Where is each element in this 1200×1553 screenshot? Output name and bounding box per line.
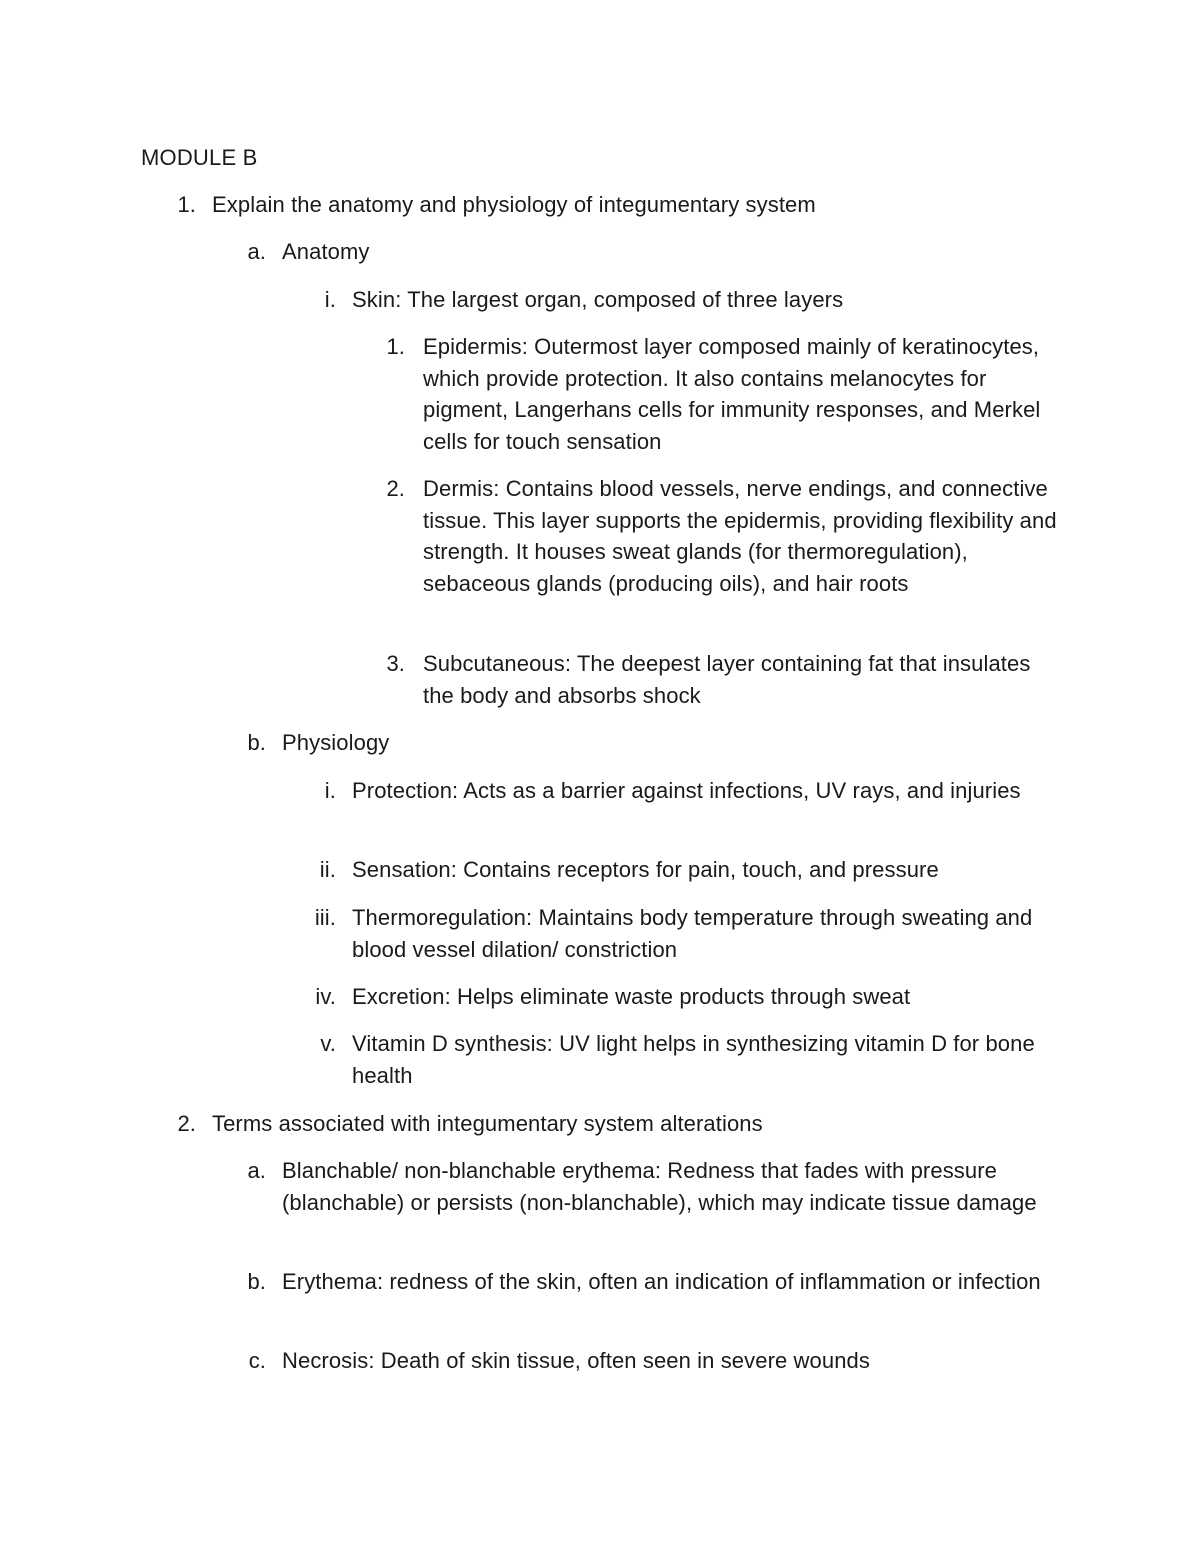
- list-marker: v.: [320, 1031, 336, 1056]
- list-item-thermoregulation: [314, 902, 1072, 965]
- list-marker: iii.: [314, 905, 336, 930]
- list-marker: a.: [247, 1158, 266, 1183]
- list-item-vitamin-d: [320, 1028, 1072, 1091]
- list-marker: 3.: [386, 651, 405, 676]
- list-item-text: Explain the anatomy and physiology of integumentary system: [212, 192, 816, 217]
- list-item-epidermis: [386, 331, 1063, 457]
- list-item-text: Protection: Acts as a barrier against infections, UV rays, and injuries: [352, 778, 1021, 803]
- list-item-anatomy: [247, 236, 1082, 268]
- list-marker: i.: [324, 287, 336, 312]
- list-item-subcutaneous: [386, 648, 1063, 711]
- list-marker: 1.: [386, 334, 405, 359]
- list-item-text: Excretion: Helps eliminate waste products through sweat: [352, 984, 911, 1009]
- list-marker: iv.: [315, 984, 336, 1009]
- list-item-physiology: [247, 727, 1082, 759]
- list-item-text: Subcutaneous: The deepest layer containing fat that insulates the body and absorbs shock: [423, 651, 1031, 708]
- list-item-text: Erythema: redness of the skin, often an indication of inflammation or infection: [282, 1269, 1041, 1294]
- list-marker: b.: [247, 730, 266, 755]
- list-item-section-1: [177, 189, 1072, 221]
- list-item-text: Physiology: [282, 730, 390, 755]
- list-item-erythema: [247, 1266, 1082, 1298]
- list-item-text: Blanchable/ non-blanchable erythema: Redness that fades with pressure (blanchable) or persists (non-blanchable), which may indicate tissue damage: [282, 1158, 1037, 1215]
- list-item-excretion: [315, 981, 1072, 1013]
- list-item-text: Terms associated with integumentary system alterations: [212, 1111, 763, 1136]
- list-marker: c.: [248, 1348, 266, 1373]
- list-item-text: Thermoregulation: Maintains body temperature through sweating and blood vessel dilation/ constriction: [352, 905, 1033, 962]
- list-marker: 2.: [177, 1111, 196, 1136]
- list-item-text: Necrosis: Death of skin tissue, often seen in severe wounds: [282, 1348, 870, 1373]
- list-marker: i.: [324, 778, 336, 803]
- list-item-blanchable-erythema: [247, 1155, 1082, 1218]
- list-item-section-2: [177, 1108, 1072, 1140]
- list-item-sensation: [319, 854, 1072, 886]
- list-item-necrosis: [248, 1345, 1082, 1377]
- list-marker: 1.: [177, 192, 196, 217]
- list-marker: b.: [247, 1269, 266, 1294]
- list-item-text: Skin: The largest organ, composed of three layers: [352, 287, 844, 312]
- list-marker: a.: [247, 239, 266, 264]
- list-marker: ii.: [319, 857, 336, 882]
- list-item-dermis: [386, 473, 1063, 599]
- list-item-text: Anatomy: [282, 239, 370, 264]
- list-item-text: Dermis: Contains blood vessels, nerve endings, and connective tissue. This layer supports the epidermis, providing flexibility and strength. It houses sweat glands (for thermoregulation), sebaceous glands (producing oils), and hair roots: [423, 476, 1057, 596]
- list-item-text: Epidermis: Outermost layer composed mainly of keratinocytes, which provide protection. It also contains melanocytes for pigment, Langerhans cells for immunity responses, and Merkel cells for touch sensation: [423, 334, 1041, 454]
- list-item-text: Sensation: Contains receptors for pain, touch, and pressure: [352, 857, 939, 882]
- list-item-protection: [324, 775, 1072, 807]
- list-marker: 2.: [386, 476, 405, 501]
- module-heading: MODULE B: [141, 145, 258, 170]
- list-item-skin: [324, 284, 1072, 316]
- list-item-text: Vitamin D synthesis: UV light helps in synthesizing vitamin D for bone health: [352, 1031, 1035, 1088]
